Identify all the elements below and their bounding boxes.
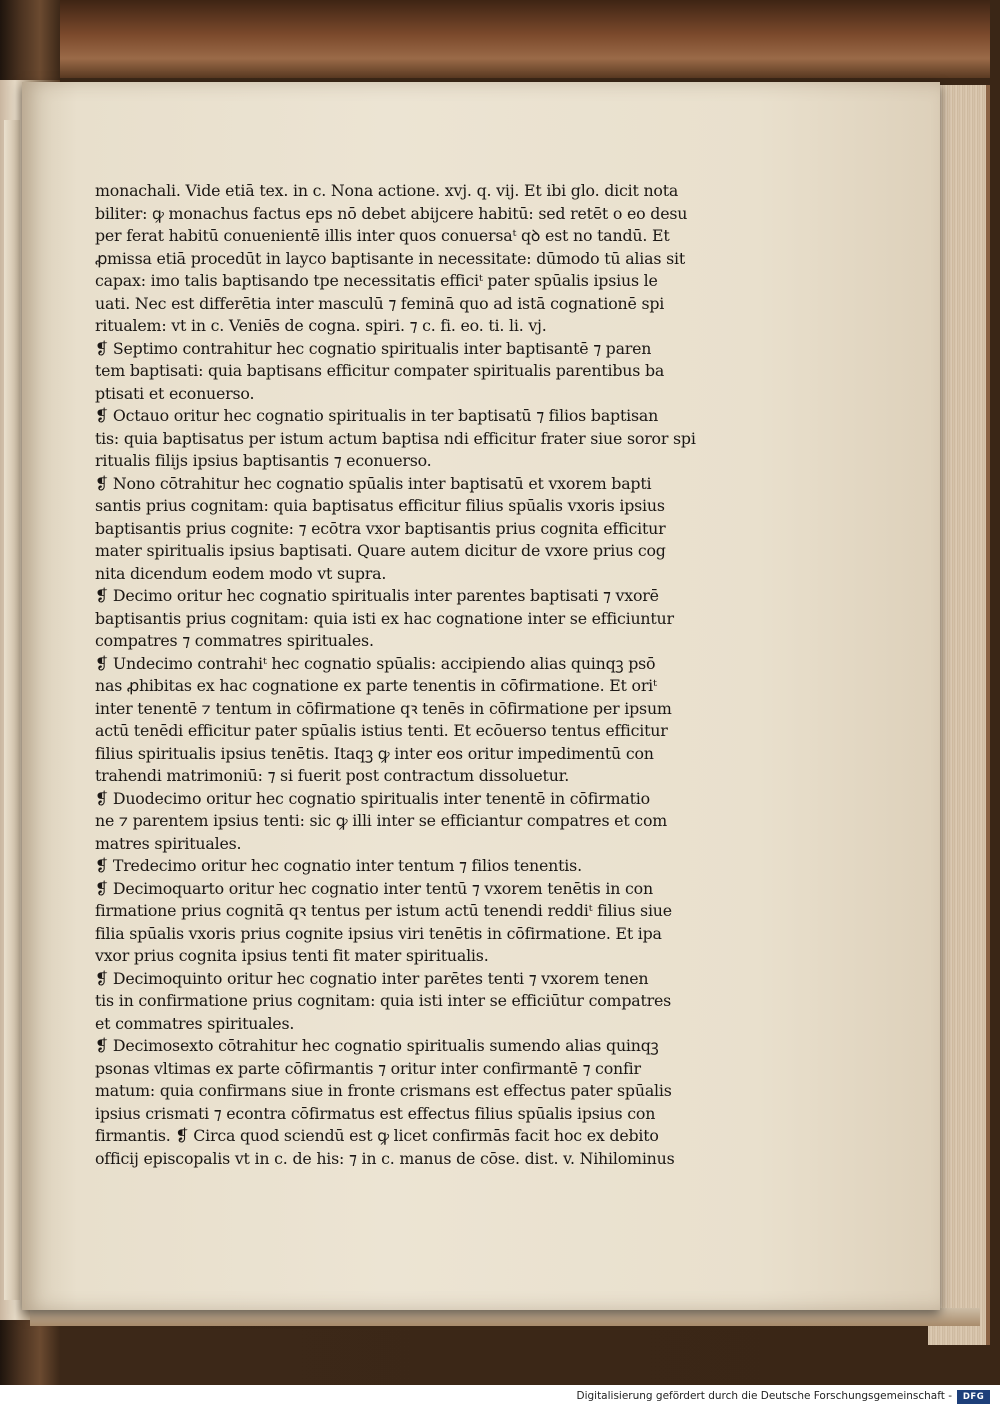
text-line: filius spiritualis ipsius tenētis. Itaqꝫ ꝙ inter eos oritur impedimentū con [95,743,654,763]
text-line: officij episcopalis vt in c. de his: ⁊ in c. manus de cōse. dist. v. Nihilominus [95,1148,675,1168]
book-left-strip [4,120,20,1300]
text-line: ipsius crismati ⁊ econtra cōfirmatus est effectus filius spūalis ipsius con [95,1103,656,1123]
text-line: ❡ Decimo oritur hec cognatio spiritualis inter parentes baptisati ⁊ vxorē [95,586,659,605]
book-bottom-edge [30,1308,980,1326]
text-line: trahendi matrimoniū: ⁊ si fuerit post contractum dissoluetur. [95,766,570,785]
text-line: santis prius cognitam: quia baptisatus efficitur filius spūalis vxoris ipsius [95,496,665,515]
text-line: ❡ Nono cōtrahitur hec cognatio spūalis inter baptisatū et vxorem bapti [95,473,652,493]
text-line: tem baptisati: quia baptisans efficitur compater spiritualis parentibus ba [95,361,665,380]
text-line: ritualem: vt in c. Veniēs de cogna. spiri. ⁊ c. fi. eo. ti. li. vj. [95,316,547,335]
text-line: inter tenentē ⁊ tentum in cōfirmatione qꝛ tenēs in cōfirmatione per ipsum [95,698,672,718]
text-line: ❡ Septimo contrahitur hec cognatio spiritualis inter baptisantē ⁊ paren [95,338,652,358]
text-line: ꝓmissa etiā procedūt in layco baptisante in necessitate: dūmodo tū alias sit [95,248,685,268]
text-line: uati. Nec est differētia inter masculū ⁊ feminā quo ad istā cognationē spi [95,293,665,313]
text-line: psonas vltimas ex parte cōfirmantis ⁊ oritur inter confirmantē ⁊ confir [95,1058,641,1078]
text-line: monachali. Vide etiā tex. in c. Nona actione. xvj. q. vij. Et ibi glo. dicit nota [95,181,679,200]
footer-credit: Digitalisierung gefördert durch die Deutsche Forschungsgemeinschaft - [576,1390,952,1402]
text-line: nas ꝓhibitas ex hac cognatione ex parte tenentis in cōfirmatione. Et oriᵗ [95,676,657,695]
text-block [95,180,740,1170]
text-line: capax: imo talis baptisando tpe necessitatis efficiᵗ pater spūalis ipsius le [95,271,658,290]
text-line: ritualis filijs ipsius baptisantis ⁊ econuerso. [95,451,432,470]
text-line: compatres ⁊ commatres spirituales. [95,631,374,650]
text-line: ❡ Decimoquinto oritur hec cognatio inter parētes tenti ⁊ vxorem tenen [95,968,649,988]
text-line: actū tenēdi efficitur pater spūalis istius tenti. Et ecōuerso tentus efficitur [95,721,668,740]
text-line: baptisantis prius cognite: ⁊ ecōtra vxor baptisantis prius cognita efficitur [95,518,666,538]
text-line: firmatione prius cognitā qꝛ tentus per istum actū tenendi reddiᵗ filius siue [95,901,672,920]
text-line: matum: quia confirmans siue in fronte crismans est effectus pater spūalis [95,1081,672,1100]
text-line: per ferat habitū conuenientē illis inter quos conuersaᵗ qꝺ est no tandū. Et [95,226,670,245]
text-line: baptisantis prius cognitam: quia isti ex hac cognatione inter se efficiuntur [95,608,674,628]
text-line: matres spirituales. [95,833,242,853]
text-line: tis in confirmatione prius cognitam: quia isti inter se efficiūtur compatres [95,991,672,1010]
dfg-logo-icon: DFG [957,1390,990,1404]
text-line: ne ⁊ parentem ipsius tenti: sic ꝙ illi inter se efficiantur compatres et com [95,811,668,830]
text-line: ❡ Tredecimo oritur hec cognatio inter tentum ⁊ filios tenentis. [95,856,582,875]
text-line: firmantis. ❡ Circa quod sciendū est ꝙ licet confirmās facit hoc ex debito [95,1126,659,1145]
text-line: mater spiritualis ipsius baptisati. Quare autem dicitur de vxore prius cog [95,541,666,560]
text-line: filia spūalis vxoris prius cognite ipsius viri tenētis in cōfirmatione. Et ipa [95,923,662,943]
text-line: tis: quia baptisatus per istum actum baptisa ndi efficitur frater siue soror spi [95,428,696,448]
text-line: ptisati et econuerso. [95,383,255,403]
text-line: ❡ Duodecimo oritur hec cognatio spiritualis inter tenentē in cōfirmatio [95,788,650,808]
text-line: ❡ Undecimo contrahiᵗ hec cognatio spūalis: accipiendo alias quinqꝫ psō [95,653,656,673]
text-line: et commatres spirituales. [95,1013,295,1033]
text-line: ❡ Decimoquarto oritur hec cognatio inter tentū ⁊ vxorem tenētis in con [95,878,653,898]
footer-bar [0,1385,1000,1409]
text-line: nita dicendum eodem modo vt supra. [95,563,387,583]
book-top-edge [60,0,990,78]
text-line: biliter: ꝙ monachus factus eps nō debet abijcere habitū: sed retēt o eo desu [95,203,688,223]
text-line: vxor prius cognita ipsius tenti fit mater spiritualis. [95,946,489,965]
text-line: ❡ Octauo oritur hec cognatio spiritualis in ter baptisatū ⁊ filios baptisan [95,406,659,425]
text-line: ❡ Decimosexto cōtrahitur hec cognatio spiritualis sumendo alias quinqꝫ [95,1036,659,1055]
